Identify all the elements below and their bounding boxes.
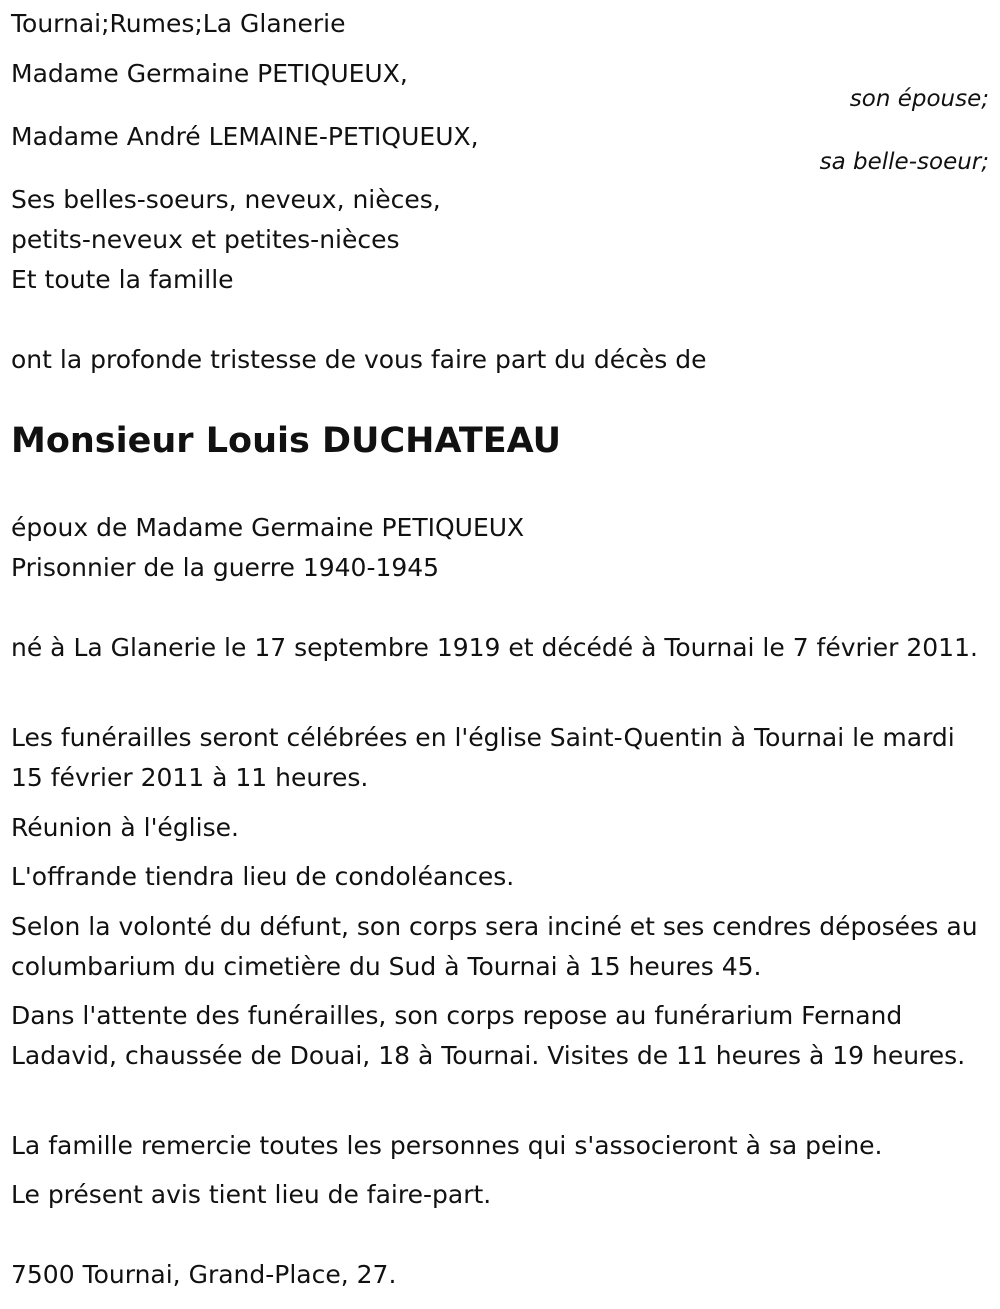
notice-paragraph: Dans l'attente des funérailles, son corps repose au funérarium Fernand Ladavid, chaussée de Douai, 18 à Tournai. Visites de 11 heures à 19 heures. [11, 1001, 966, 1070]
address-line: 7500 Tournai, Grand-Place, 27. [11, 1260, 397, 1289]
notice-paragraph: né à La Glanerie le 17 septembre 1919 et décédé à Tournai le 7 février 2011. [11, 633, 978, 662]
notice-paragraph: La famille remercie toutes les personnes qui s'associeront à sa peine. [11, 1131, 883, 1160]
relatives-line: petits-neveux et petites-nièces [11, 225, 400, 254]
locations-line: Tournai;Rumes;La Glanerie [11, 9, 346, 38]
deceased-detail: Prisonnier de la guerre 1940-1945 [11, 553, 440, 582]
notice-paragraph: Les funérailles seront célébrées en l'église Saint-Quentin à Tournai le mardi 15 février 2011 à 11 heures. [11, 723, 955, 792]
family-member-name: Madame Germaine PETIQUEUX, [11, 59, 408, 88]
family-member-name: Madame André LEMAINE-PETIQUEUX, [11, 122, 479, 151]
relatives-line: Ses belles-soeurs, neveux, nièces, [11, 185, 441, 214]
deceased-name: Monsieur Louis DUCHATEAU [11, 421, 562, 461]
family-member-relation: sa belle-soeur; [819, 149, 989, 175]
notice-paragraph: Réunion à l'église. [11, 813, 239, 842]
family-member-relation: son épouse; [849, 86, 989, 112]
announcement-intro: ont la profonde tristesse de vous faire part du décès de [11, 345, 707, 374]
notice-paragraph: L'offrande tiendra lieu de condoléances. [11, 862, 515, 891]
deceased-detail: époux de Madame Germaine PETIQUEUX [11, 513, 525, 542]
relatives-line: Et toute la famille [11, 265, 234, 294]
notice-paragraph: Le présent avis tient lieu de faire-part. [11, 1180, 492, 1209]
notice-paragraph: Selon la volonté du défunt, son corps sera inciné et ses cendres déposées au columbarium du cimetière du Sud à Tournai à 15 heures 45. [11, 912, 978, 981]
